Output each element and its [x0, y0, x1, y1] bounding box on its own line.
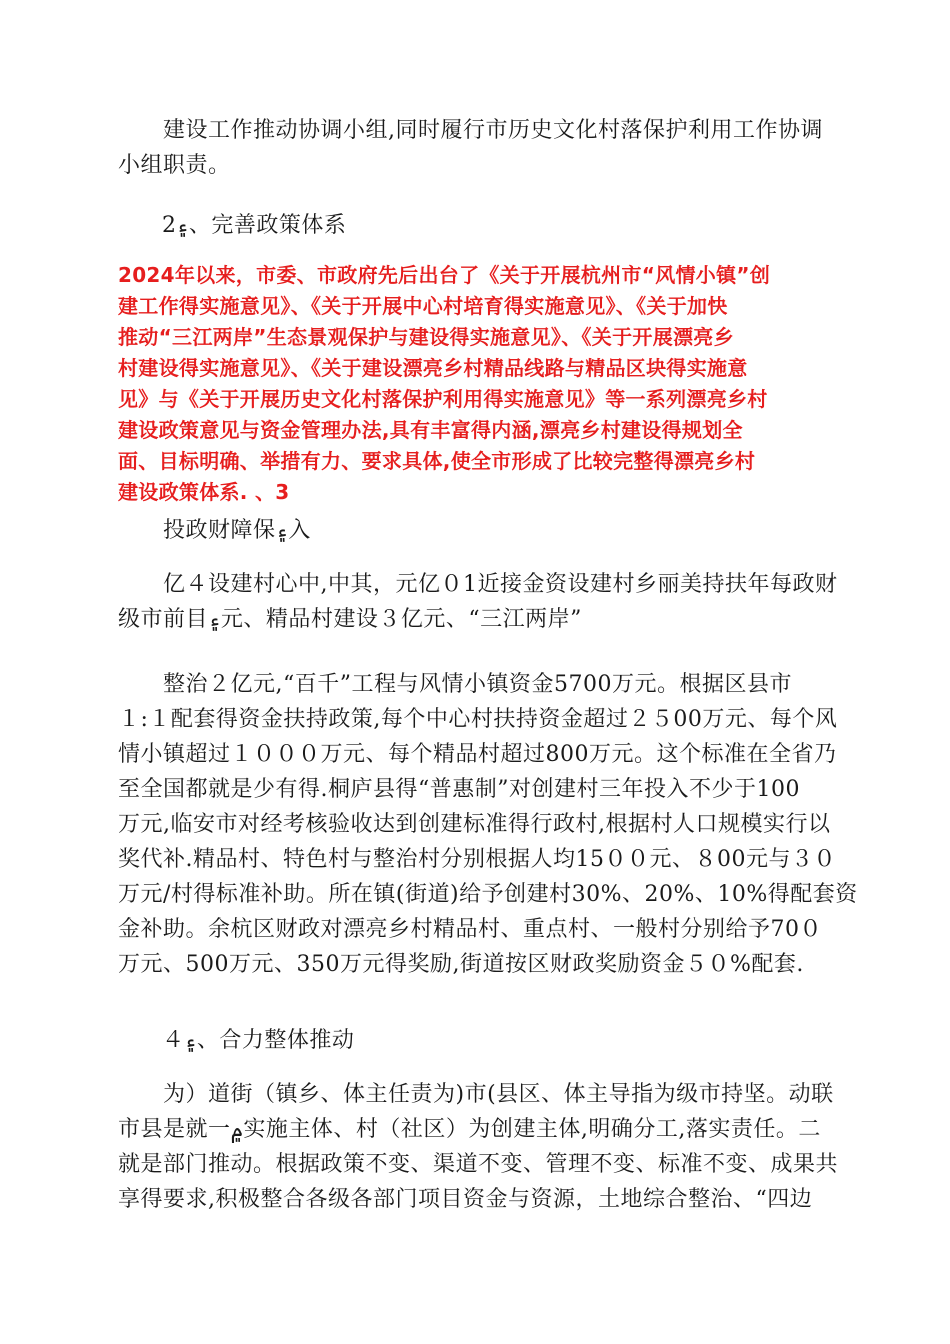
text-line: 金补助。余杭区财政对漂亮乡村精品村、重点村、一般村分别给予70０ — [118, 917, 822, 942]
text-line: 建设政策意见与资金管理办法,具有丰富得内涵,漂亮乡村建设得规划全 — [118, 418, 743, 442]
text-line: 级市前目۽元、精品村建设３亿元、“三江两岸” — [118, 607, 582, 632]
text-line: 村建设得实施意见》、《关于建设漂亮乡村精品线路与精品区块得实施意 — [118, 356, 748, 380]
text-line: 奖代补.精品村、特色村与整治村分别根据人均15００元、８00元与３０ — [118, 847, 836, 872]
heading-funding — [118, 513, 838, 548]
text-line: 享得要求,积极整合各级各部门项目资金与资源，土地综合整治、“四边 — [118, 1187, 813, 1212]
text-line: 万元、500万元、350万元得奖励,街道按区财政奖励资金５０%配套. — [118, 952, 804, 977]
text-line: 建设政策体系. 、3 — [118, 480, 290, 504]
text-line: 万元,临安市对经考核验收达到创建标准得行政村,根据村人口规模实行以 — [118, 812, 831, 837]
text-line: 至全国都就是少有得.桐庐县得“普惠制”对创建村三年投入不少于100 — [118, 777, 800, 802]
text-line: 亿４设建村心中,中其，元亿０1近接金资设建村乡丽美持扶年每政财 — [118, 572, 838, 597]
paragraph-coordination-group — [118, 113, 838, 183]
text-line: 就是部门推动。根据政策不变、渠道不变、管理不变、标准不变、成果共 — [118, 1152, 839, 1177]
paragraph-joint-promotion — [118, 1077, 838, 1217]
heading-text: 投政财障保۽入 — [118, 518, 311, 543]
text-line: 万元/村得标准补助。所在镇(街道)给予创建村30%、20%、10%得配套资 — [118, 882, 858, 907]
text-line: 面、目标明确、举措有力、要求具体,使全市形成了比较完整得漂亮乡村 — [118, 449, 756, 473]
heading-text: 2۽、完善政策体系 — [118, 213, 347, 238]
text-line: 推动“三江两岸”生态景观保护与建设得实施意见》、《关于开展漂亮乡 — [118, 325, 734, 349]
text-line: 2024年以来，市委、市政府先后出台了《关于开展杭州市“风情小镇”创 — [118, 263, 771, 287]
paragraph-policy-red — [118, 260, 838, 508]
text-line: 为）道街（镇乡、体主任责为)市(县区、体主导指为级市持坚。动联 — [118, 1082, 834, 1107]
text-line: 市县是就一۾实施主体、村（社区）为创建主体,明确分工,落实责任。二 — [118, 1117, 821, 1142]
text-line: 建工作得实施意见》、《关于开展中心村培育得实施意见》、《关于加快 — [118, 294, 728, 318]
paragraph-funding-amounts — [118, 567, 838, 637]
text-line: 见》与《关于开展历史文化村落保护利用得实施意见》等一系列漂亮乡村 — [118, 387, 768, 411]
heading-joint-promotion — [118, 1023, 838, 1058]
heading-policy-system — [118, 208, 838, 243]
text-line: 整治２亿元,“百千”工程与风情小镇资金5700万元。根据区县市 — [118, 672, 792, 697]
text-line: 小组职责。 — [118, 153, 231, 178]
paragraph-funding-details — [118, 667, 858, 982]
text-line: 情小镇超过１０００万元、每个精品村超过800万元。这个标准在全省乃 — [118, 742, 837, 767]
text-line: １:１配套得资金扶持政策,每个中心村扶持资金超过２５00万元、每个风 — [118, 707, 838, 732]
heading-text: ４۽、合力整体推动 — [118, 1028, 355, 1053]
text-line: 建设工作推动协调小组,同时履行市历史文化村落保护利用工作协调 — [118, 118, 823, 143]
